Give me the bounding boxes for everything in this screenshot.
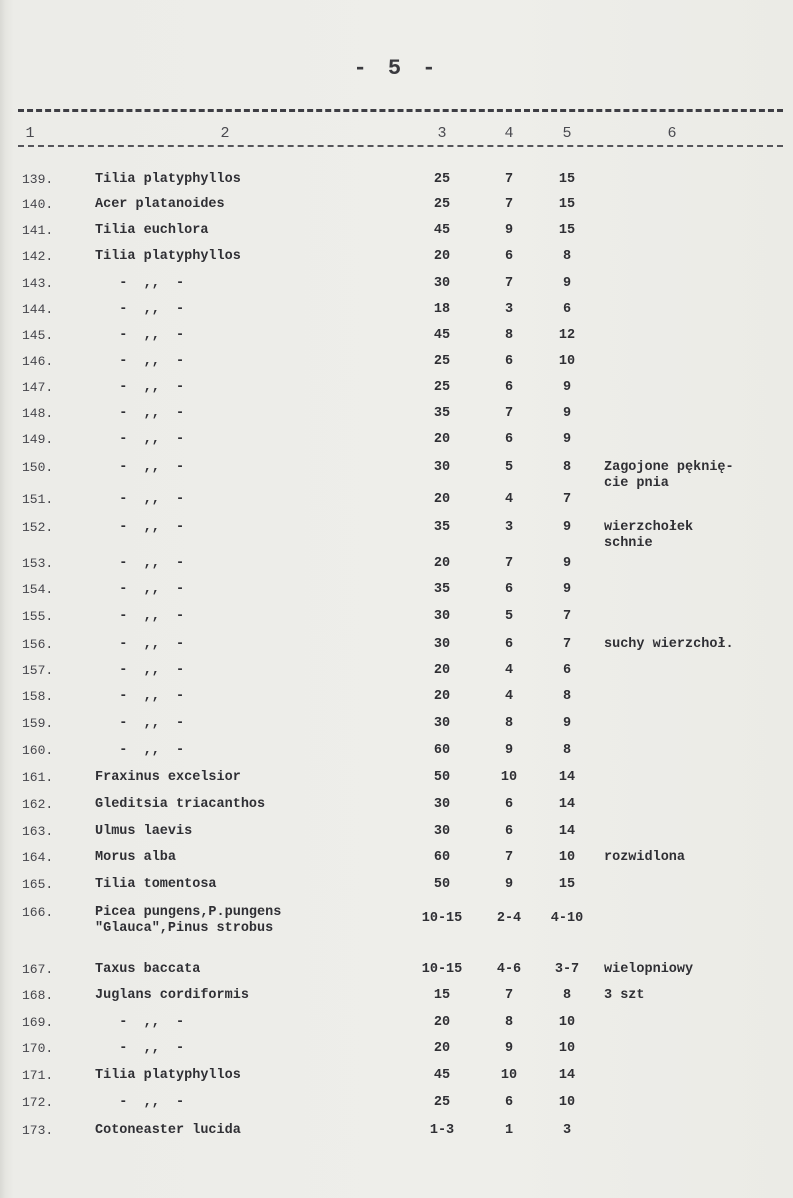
value-col-5: 9 [562, 716, 572, 731]
species-name: Morus alba [95, 850, 177, 865]
column-header-2: 2 [220, 125, 230, 142]
value-col-5: 9 [562, 406, 572, 421]
row-number: 168. [22, 988, 54, 1003]
value-col-3: 20 [433, 556, 451, 571]
column-header-3: 3 [437, 125, 447, 142]
value-col-4: 6 [504, 380, 514, 395]
value-col-4: 3 [504, 520, 514, 535]
value-col-4: 7 [504, 850, 514, 865]
species-name: Tilia euchlora [95, 223, 209, 238]
value-col-3: 30 [433, 276, 451, 291]
row-number: 162. [22, 797, 54, 812]
row-number: 144. [22, 302, 54, 317]
value-col-4: 2-4 [496, 911, 522, 926]
value-col-4: 7 [504, 556, 514, 571]
value-col-5: 9 [562, 380, 572, 395]
remark: 3 szt [604, 988, 645, 1003]
column-header-6: 6 [667, 125, 677, 142]
value-col-5: 14 [558, 770, 576, 785]
value-col-3: 60 [433, 850, 451, 865]
value-col-4: 10 [500, 1068, 518, 1083]
value-col-4: 4 [504, 663, 514, 678]
species-name: Tilia platyphyllos [95, 249, 241, 264]
species-name: - ,, - [95, 1041, 185, 1056]
value-col-3: 45 [433, 1068, 451, 1083]
value-col-3: 45 [433, 223, 451, 238]
row-number: 156. [22, 637, 54, 652]
value-col-4: 6 [504, 249, 514, 264]
row-number: 172. [22, 1095, 54, 1110]
species-name: - ,, - [95, 716, 185, 731]
value-col-3: 60 [433, 743, 451, 758]
value-col-3: 35 [433, 520, 451, 535]
species-name: - ,, - [95, 328, 185, 343]
column-header-5: 5 [562, 125, 572, 142]
value-col-5: 10 [558, 1095, 576, 1110]
row-number: 161. [22, 770, 54, 785]
value-col-4: 6 [504, 354, 514, 369]
value-col-3: 20 [433, 1015, 451, 1030]
value-col-5: 6 [562, 663, 572, 678]
value-col-4: 10 [500, 770, 518, 785]
value-col-5: 9 [562, 520, 572, 535]
value-col-3: 50 [433, 770, 451, 785]
value-col-3: 20 [433, 1041, 451, 1056]
value-col-3: 20 [433, 432, 451, 447]
value-col-5: 6 [562, 302, 572, 317]
value-col-5: 12 [558, 328, 576, 343]
value-col-3: 35 [433, 406, 451, 421]
value-col-3: 30 [433, 716, 451, 731]
value-col-4: 7 [504, 276, 514, 291]
value-col-4: 4 [504, 689, 514, 704]
value-col-4: 9 [504, 877, 514, 892]
row-number: 170. [22, 1041, 54, 1056]
species-name: - ,, - [95, 663, 185, 678]
species-name: - ,, - [95, 492, 185, 507]
value-col-5: 7 [562, 492, 572, 507]
species-name: Fraxinus excelsior [95, 770, 241, 785]
row-number: 141. [22, 223, 54, 238]
value-col-4: 1 [504, 1123, 514, 1138]
value-col-4: 4-6 [496, 962, 522, 977]
value-col-5: 3 [562, 1123, 572, 1138]
value-col-4: 7 [504, 988, 514, 1003]
value-col-3: 1-3 [429, 1123, 455, 1138]
value-col-3: 30 [433, 637, 451, 652]
row-number: 167. [22, 962, 54, 977]
species-name: Ulmus laevis [95, 824, 193, 839]
value-col-5: 7 [562, 637, 572, 652]
value-col-5: 14 [558, 797, 576, 812]
species-name: - ,, - [95, 637, 185, 652]
value-col-3: 25 [433, 1095, 451, 1110]
value-col-4: 7 [504, 172, 514, 187]
row-number: 148. [22, 406, 54, 421]
species-name: - ,, - [95, 520, 185, 535]
row-number: 152. [22, 520, 54, 535]
row-number: 166. [22, 905, 54, 920]
value-col-4: 8 [504, 1015, 514, 1030]
value-col-3: 30 [433, 797, 451, 812]
row-number: 155. [22, 609, 54, 624]
value-col-4: 7 [504, 406, 514, 421]
row-number: 171. [22, 1068, 54, 1083]
value-col-5: 15 [558, 877, 576, 892]
row-number: 165. [22, 877, 54, 892]
row-number: 153. [22, 556, 54, 571]
species-name: Taxus baccata [95, 962, 201, 977]
header-underline-rule [18, 145, 783, 147]
value-col-4: 4 [504, 492, 514, 507]
species-name: - ,, - [95, 406, 185, 421]
species-name: - ,, - [95, 609, 185, 624]
page-number: - 5 - [353, 56, 440, 81]
row-number: 169. [22, 1015, 54, 1030]
value-col-5: 7 [562, 609, 572, 624]
remark: Zagojone pęknię- cie pnia [604, 460, 734, 491]
species-name: - ,, - [95, 276, 185, 291]
row-number: 149. [22, 432, 54, 447]
value-col-3: 35 [433, 582, 451, 597]
species-name: - ,, - [95, 380, 185, 395]
column-header-4: 4 [504, 125, 514, 142]
remark: wierzchołek schnie [604, 520, 694, 551]
species-name: Cotoneaster lucida [95, 1123, 241, 1138]
row-number: 158. [22, 689, 54, 704]
species-name: - ,, - [95, 743, 185, 758]
value-col-3: 10-15 [421, 911, 463, 926]
value-col-4: 8 [504, 328, 514, 343]
species-name: - ,, - [95, 582, 185, 597]
value-col-3: 18 [433, 302, 451, 317]
table-top-rule [18, 109, 783, 112]
value-col-5: 3-7 [554, 962, 580, 977]
remark: rozwidlona [604, 850, 686, 865]
species-name: Tilia platyphyllos [95, 172, 241, 187]
row-number: 164. [22, 850, 54, 865]
value-col-3: 30 [433, 609, 451, 624]
species-name: Tilia platyphyllos [95, 1068, 241, 1083]
value-col-3: 20 [433, 492, 451, 507]
value-col-3: 50 [433, 877, 451, 892]
value-col-5: 15 [558, 172, 576, 187]
species-name: - ,, - [95, 354, 185, 369]
value-col-4: 6 [504, 1095, 514, 1110]
row-number: 147. [22, 380, 54, 395]
remark: wielopniowy [604, 962, 694, 977]
column-header-1: 1 [25, 125, 35, 142]
value-col-3: 45 [433, 328, 451, 343]
species-name: - ,, - [95, 460, 185, 475]
value-col-3: 25 [433, 172, 451, 187]
value-col-4: 9 [504, 223, 514, 238]
value-col-4: 9 [504, 743, 514, 758]
remark: suchy wierzchoł. [604, 637, 734, 652]
row-number: 140. [22, 197, 54, 212]
value-col-3: 20 [433, 663, 451, 678]
value-col-5: 9 [562, 582, 572, 597]
row-number: 160. [22, 743, 54, 758]
value-col-3: 20 [433, 249, 451, 264]
value-col-3: 10-15 [421, 962, 463, 977]
value-col-3: 15 [433, 988, 451, 1003]
row-number: 145. [22, 328, 54, 343]
value-col-5: 15 [558, 223, 576, 238]
row-number: 163. [22, 824, 54, 839]
value-col-5: 9 [562, 432, 572, 447]
species-name: Tilia tomentosa [95, 877, 217, 892]
row-number: 173. [22, 1123, 54, 1138]
value-col-4: 6 [504, 432, 514, 447]
species-name: - ,, - [95, 1095, 185, 1110]
value-col-4: 8 [504, 716, 514, 731]
value-col-3: 30 [433, 460, 451, 475]
value-col-5: 15 [558, 197, 576, 212]
row-number: 139. [22, 172, 54, 187]
value-col-4: 5 [504, 460, 514, 475]
value-col-3: 25 [433, 380, 451, 395]
value-col-4: 6 [504, 797, 514, 812]
value-col-5: 14 [558, 824, 576, 839]
row-number: 157. [22, 663, 54, 678]
species-name: - ,, - [95, 302, 185, 317]
row-number: 150. [22, 460, 54, 475]
value-col-4: 6 [504, 637, 514, 652]
value-col-5: 9 [562, 276, 572, 291]
value-col-5: 8 [562, 743, 572, 758]
value-col-3: 25 [433, 197, 451, 212]
value-col-4: 6 [504, 582, 514, 597]
row-number: 154. [22, 582, 54, 597]
species-name: Juglans cordiformis [95, 988, 249, 1003]
row-number: 142. [22, 249, 54, 264]
value-col-5: 10 [558, 850, 576, 865]
value-col-5: 8 [562, 460, 572, 475]
value-col-5: 8 [562, 689, 572, 704]
value-col-4: 3 [504, 302, 514, 317]
species-name: - ,, - [95, 556, 185, 571]
species-name: Picea pungens,P.pungens "Glauca",Pinus strobus [95, 905, 282, 936]
value-col-5: 4-10 [550, 911, 584, 926]
species-name: Gleditsia triacanthos [95, 797, 266, 812]
value-col-4: 6 [504, 824, 514, 839]
value-col-5: 8 [562, 249, 572, 264]
value-col-4: 9 [504, 1041, 514, 1056]
row-number: 151. [22, 492, 54, 507]
value-col-5: 10 [558, 354, 576, 369]
species-name: - ,, - [95, 689, 185, 704]
species-name: - ,, - [95, 1015, 185, 1030]
species-name: Acer platanoides [95, 197, 225, 212]
value-col-5: 10 [558, 1041, 576, 1056]
value-col-4: 7 [504, 197, 514, 212]
row-number: 146. [22, 354, 54, 369]
species-name: - ,, - [95, 432, 185, 447]
value-col-3: 30 [433, 824, 451, 839]
value-col-5: 10 [558, 1015, 576, 1030]
value-col-3: 25 [433, 354, 451, 369]
value-col-4: 5 [504, 609, 514, 624]
value-col-5: 14 [558, 1068, 576, 1083]
value-col-5: 9 [562, 556, 572, 571]
row-number: 159. [22, 716, 54, 731]
value-col-5: 8 [562, 988, 572, 1003]
row-number: 143. [22, 276, 54, 291]
value-col-3: 20 [433, 689, 451, 704]
